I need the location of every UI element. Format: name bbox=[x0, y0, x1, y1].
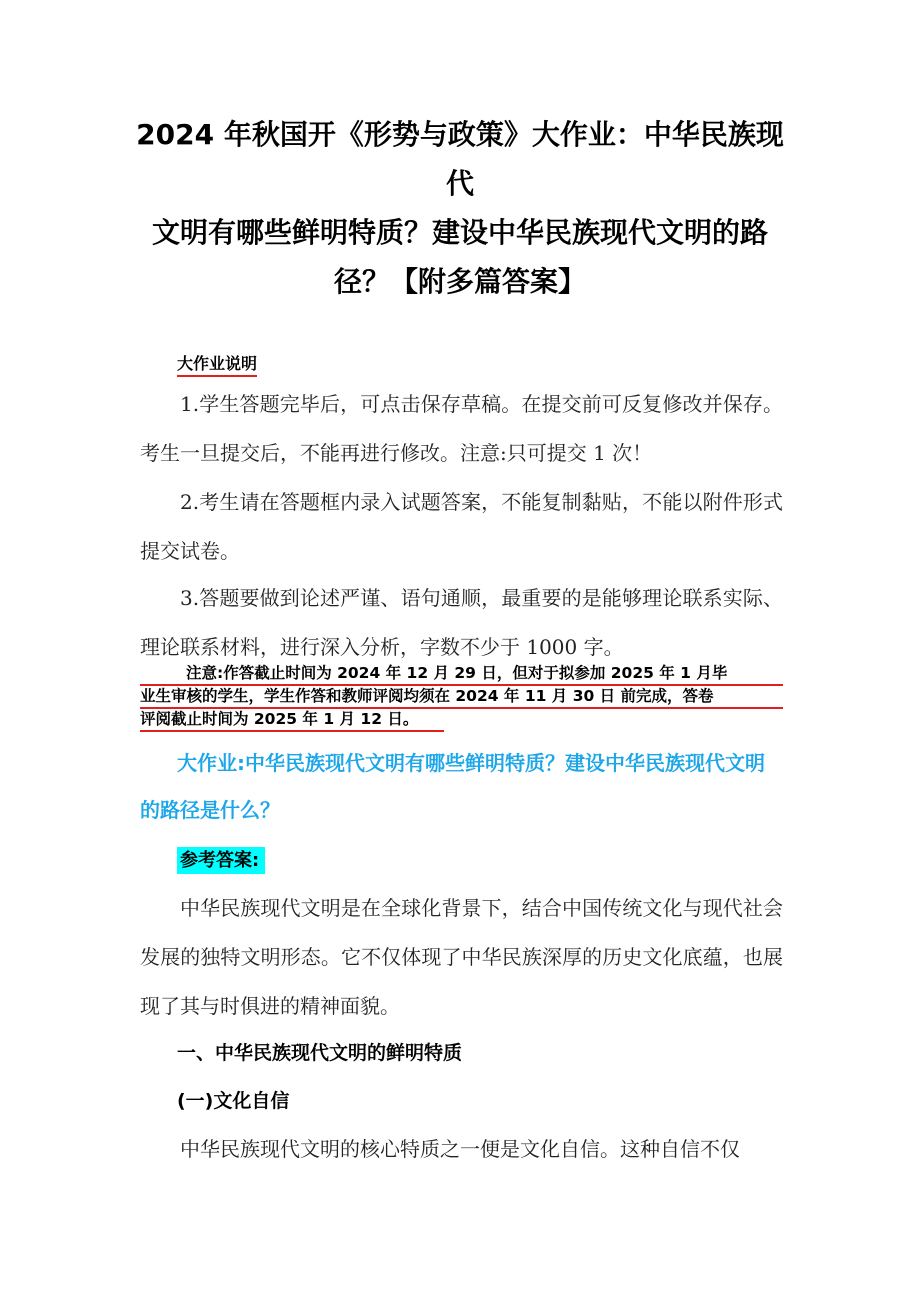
answer-paragraph: 中华民族现代文明的核心特质之一便是文化自信。这种自信不仅 bbox=[180, 1137, 740, 1161]
title-line-1: 2024 年秋国开《形势与政策》大作业：中华民族现代 bbox=[136, 118, 784, 200]
assignment-question: 大作业:中华民族现代文明有哪些鲜明特质？建设中华民族现代文明的路径是什么？ bbox=[140, 751, 765, 822]
title-line-3: 径？【附多篇答案】 bbox=[333, 265, 586, 298]
answer-intro: 中华民族现代文明是在全球化背景下，结合中国传统文化与现代社会发展的独特文明形态。它不仅体现了中华民族深厚的历史文化底蕴，也展现了其与时俱进的精神面貌。 bbox=[140, 896, 783, 1018]
notice-line-2: 业生审核的学生，学生作答和教师评阅均须在 2024 年 11 月 30 日 前完成，答卷 bbox=[140, 686, 783, 709]
notice-line-1: 注意:作答截止时间为 2024 年 12 月 29 日，但对于拟参加 2025 年 1 月毕 bbox=[140, 663, 783, 686]
document-title bbox=[130, 110, 790, 306]
instruction-item-1: 1.学生答题完毕后，可点击保存草稿。在提交前可反复修改并保存。考生一旦提交后，不能再进行修改。注意:只可提交 1 次！ bbox=[140, 392, 783, 465]
section-heading: 一、中华民族现代文明的鲜明特质 bbox=[177, 1042, 463, 1064]
instructions-label: 大作业说明 bbox=[177, 353, 257, 377]
deadline-notice bbox=[140, 663, 783, 738]
answer-label: 参考答案: bbox=[177, 847, 265, 874]
instruction-item-2: 2.考生请在答题框内录入试题答案，不能复制黏贴，不能以附件形式提交试卷。 bbox=[140, 490, 783, 563]
notice-line-3: 评阅截止时间为 2025 年 1 月 12 日。 bbox=[140, 709, 444, 732]
instruction-item-3: 3.答题要做到论述严谨、语句通顺，最重要的是能够理论联系实际、理论联系材料，进行深入分析，字数不少于 1000 字。 bbox=[140, 586, 783, 659]
title-line-2: 文明有哪些鲜明特质？建设中华民族现代文明的路 bbox=[151, 216, 768, 249]
subsection-heading: (一)文化自信 bbox=[177, 1090, 290, 1112]
